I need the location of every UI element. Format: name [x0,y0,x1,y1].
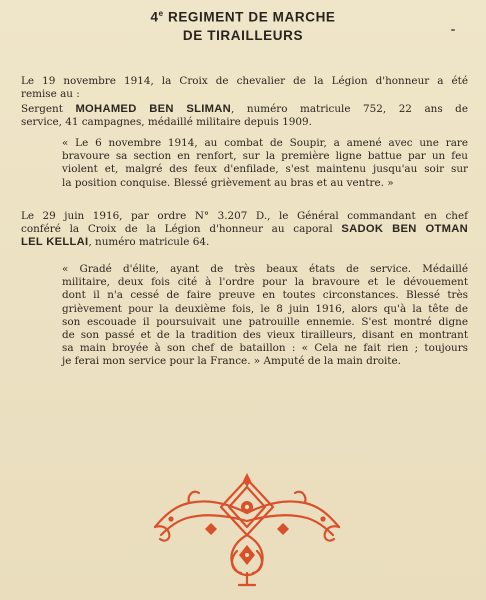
citation2-quote-line7: sa main broyée à son chef de bataillon : « Cela ne fait rien ; toujours [62,342,468,355]
citation1-quote-line2: bravoure sa section en renfort, sur la première ligne battue par un feu [62,150,468,163]
title-number: 4 [150,9,159,25]
citation1-recipient [21,103,468,129]
title-text: REGIMENT DE MARCHE [163,9,336,25]
citation2-quote-line3: dont il n'a cessé de faire preuve en toutes circonstances. Blessé très [62,289,468,302]
citation2-intro-line3 [21,236,468,249]
citation1-name: MOHAMED BEN SLIMAN [75,103,232,115]
arabesque-ornament-icon [147,473,347,588]
regiment-subtitle: DE TIRAILLEURS [182,28,304,43]
citation2-intro-line2 [21,223,468,236]
citation1-intro-line1: Le 19 novembre 1914, la Croix de chevalier de la Légion d'honneur a été [21,75,468,87]
citation2-quote-line4: grièvement pour la deuxième fois, le 8 juin 1916, alors qu'à la tête de [62,302,468,315]
citation1-quote-line1: « Le 6 novembre 1914, au combat de Soupir, a amené avec une rare [62,137,468,149]
citation2-name-part2: LEL KELLAI [21,236,89,249]
citation2-intro-text: conféré la Croix de la Légion d'honneur au caporal [21,223,342,236]
citation2-quote-line2: militaire, deux fois cité à l'ordre pour la bravoure et le dévouement [62,276,468,289]
citation2-quote-line8: je ferai mon service pour la France. » Amputé de la main droite. [62,355,401,368]
citation1-rank: Sergent [21,103,76,115]
citation1-quote-line4: la position conquise. Blessé grièvement au bras et au ventre. » [62,176,394,189]
regiment-title [0,9,486,25]
citation2-name-part1: SADOK BEN OTMAN [341,223,468,236]
citation2-matricule: , numéro matricule 64. [88,236,210,249]
citation2-quote [62,263,468,369]
citation1-recipient-line2: service, 41 campagnes, médaillé militaire depuis 1909. [21,116,312,129]
citation1-intro-cont [21,88,468,101]
citation2-quote-line5: son escouade il poursuivait une patrouille ennemie. S'est montré digne [62,315,468,328]
citation2-quote-line6: de son passé et de la tradition des vieux tirailleurs, disant en montrant [62,329,468,342]
citation2-quote-line1: « Gradé d'élite, ayant de très beaux états de service. Médaillé [62,263,468,275]
citation1-quote-line3: violent et, malgré des feux d'enfilade, s'est maintenu jusqu'au soir sur [62,163,468,176]
title-superscript: e [158,9,164,18]
citation1-quote [62,137,468,190]
citation1-intro-line2: remise au : [21,88,80,100]
citation1-details: , numéro matricule 752, 22 ans de [231,103,468,115]
citation2-intro-line1: Le 29 juin 1916, par ordre N° 3.207 D., le Général commandant en chef [21,210,468,222]
citation1-intro [21,75,468,88]
citation1-recipient-line1 [21,103,468,116]
citation2-intro [21,210,468,250]
ink-speck [451,29,455,31]
